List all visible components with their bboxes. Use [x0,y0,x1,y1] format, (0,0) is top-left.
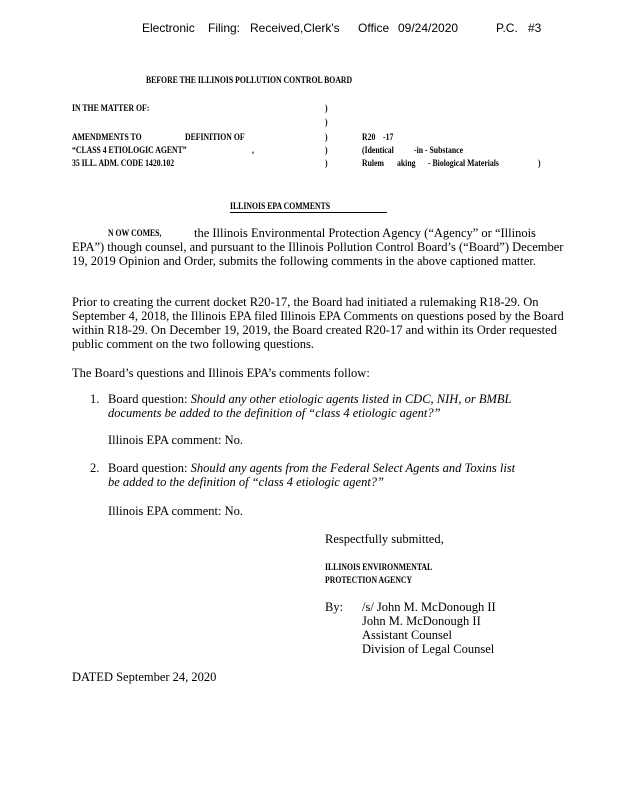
caption-paren: ) [325,117,328,127]
comment-line [108,433,243,447]
filing-received: Received,Clerk's [250,21,340,35]
docket-number: -17 [383,132,394,142]
class4-label: “CLASS 4 ETIOLOGIC AGENT” [72,145,187,155]
in-matter-label: IN THE MATTER OF: [72,103,150,113]
section-title-underline [230,212,387,213]
question-number: 1. [90,392,100,406]
code-label: 35 ILL. ADM. CODE 1420.102 [72,158,175,168]
comment-label: Illinois EPA comment: [108,433,222,447]
caption-comma: , [252,145,254,155]
filing-pc: P.C. [496,21,518,35]
electronic-signature: /s/ John M. McDonough II [362,600,496,614]
section-title: ILLINOIS EPA COMMENTS [230,201,331,211]
in-substance-label: -in - Substance [414,145,464,155]
bio-materials-label: - Biological Materials [428,158,499,168]
filing-office: Office [358,21,390,35]
paragraph-background: Prior to creating the current docket R20-17, the Board had initiated a rulemaking R18-29. On September 4, 2018, the Illinois EPA filed Illinois EPA Comments on questions posed by the Board within R18-29. On December 19, 2019, the Board created R20-17 and within its Order requested public comment on the two following questions. [72,295,564,351]
filing-label: Filing: [208,21,241,35]
comment-value: No. [224,433,243,447]
signer-title: Assistant Counsel [362,628,452,642]
caption-paren: ) [325,132,328,142]
paragraph-questions-intro: The Board’s questions and Illinois EPA’s comments follow: [72,366,370,380]
signer-name: John M. McDonough II [362,614,481,628]
filing-pc-number: #3 [528,21,542,35]
question-text [108,392,518,420]
caption-paren: ) [325,158,328,168]
org-line-1: ILLINOIS ENVIRONMENTAL [325,562,433,572]
caption-paren: ) [325,145,328,155]
question-label: Board question: [108,392,188,406]
closing: Respectfully submitted, [325,532,444,546]
question-text [108,461,528,489]
question-label: Board question: [108,461,188,475]
dated-line: DATED September 24, 2020 [72,670,217,684]
board-title: BEFORE THE ILLINOIS POLLUTION CONTROL BOARD [146,75,353,85]
comment-label: Illinois EPA comment: [108,504,222,518]
caption-paren: ) [325,103,328,113]
filing-date: 09/24/2020 [398,21,459,35]
identical-label: (Identical [362,145,394,155]
amendments-label: AMENDMENTS TO [72,132,142,142]
question-number: 2. [90,461,100,475]
signer-division: Division of Legal Counsel [362,642,495,656]
paragraph-intro: the Illinois Environmental Protection Agency (“Agency” or “Illinois EPA”) though counsel, and pursuant to the Illinois Pollution Control Board’s (“Board”) December 19, 2019 Opinion and Order, submits the following comments in the above captioned matter. [72,226,564,268]
comment-line [108,504,243,518]
question-body: Should any other etiologic agents listed in CDC, NIH, or BMBL documents be added to the definition of “class 4 etiologic agent?” [108,392,512,420]
org-line-2: PROTECTION AGENCY [325,575,413,585]
caption-close-paren: ) [538,158,541,168]
definition-label: DEFINITION OF [185,132,245,142]
question-body: Should any agents from the Federal Select Agents and Toxins list be added to the definition of “class 4 etiologic agent?” [108,461,516,489]
aking-label: aking [397,158,416,168]
by-label: By: [325,600,344,614]
docket-r: R20 [362,132,376,142]
comment-value: No. [224,504,243,518]
now-comes: N OW COMES, [108,228,162,238]
filing-electronic: Electronic [142,21,195,35]
rulem-label: Rulem [362,158,384,168]
